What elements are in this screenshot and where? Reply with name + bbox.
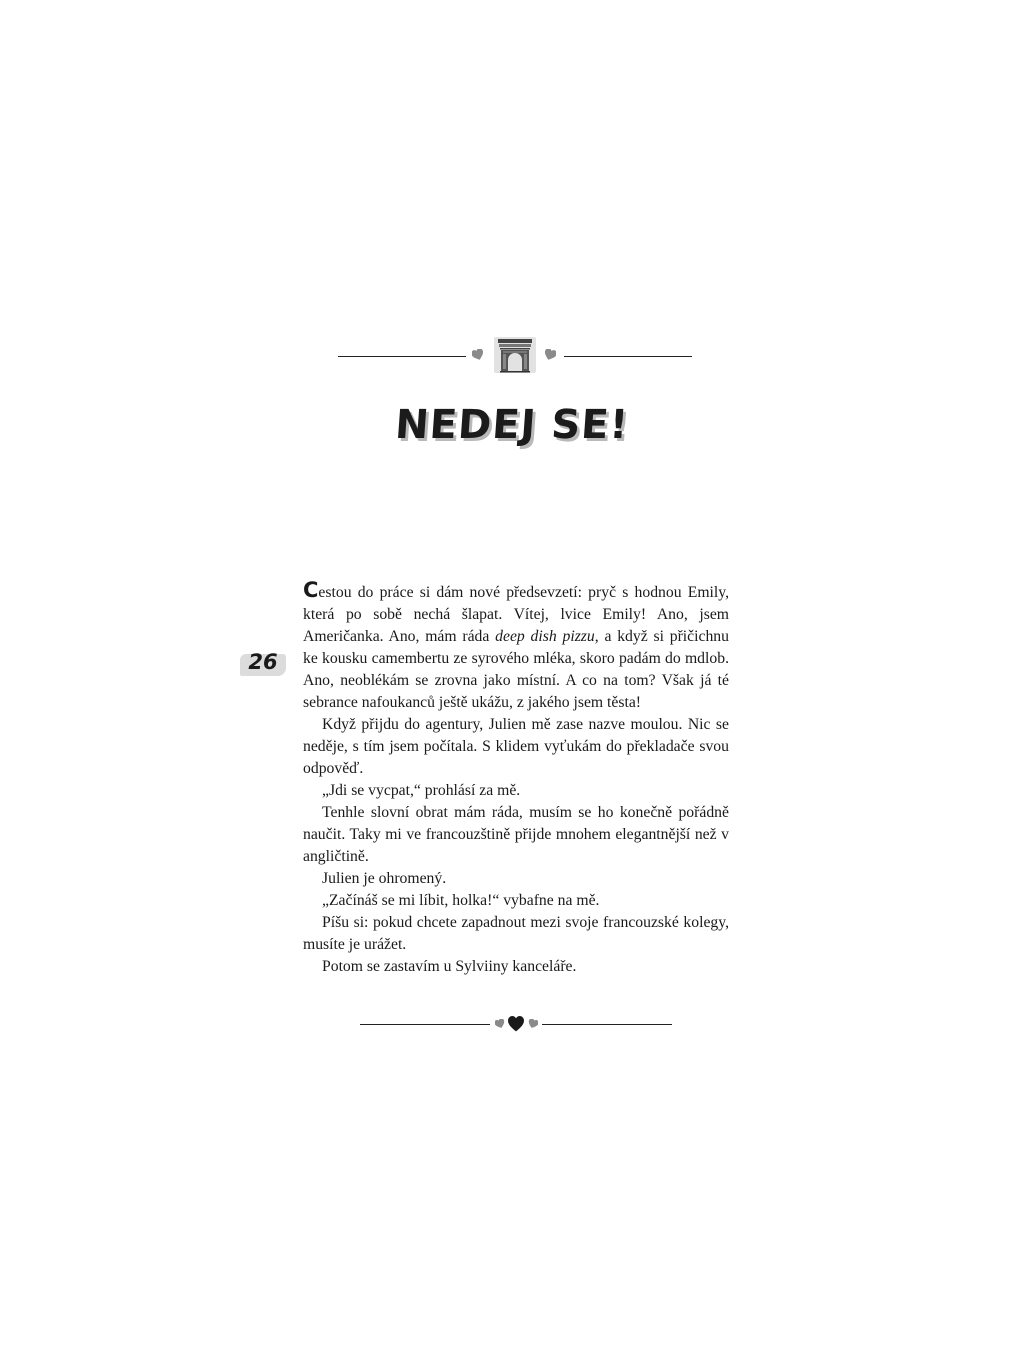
ornament-rule-left <box>360 1024 490 1025</box>
paragraph-1-text-b: , a když si přičichnu ke kousku camembertu ze syrového mléka, skoro padám do mdlob. Ano, neoblékám se zrovna jako místní. A co na tom? Však já té sebrance nafoukanců ještě ukážu, z jakého jsem těsta! <box>303 628 729 711</box>
paragraph-7: Píšu si: pokud chcete zapadnout mezi svoje francouzské kolegy, musíte je urážet. <box>303 914 729 953</box>
paragraph-2: Když přijdu do agentury, Julien mě zase nazve moulou. Nic se neděje, s tím jsem počítala. S klidem vyťukám do překladače svou odpověď. <box>303 716 729 777</box>
ornament-rule-right <box>542 1024 672 1025</box>
arc-de-triomphe-icon <box>492 333 538 375</box>
body-text <box>303 580 729 978</box>
heart-dark-icon <box>508 1016 524 1032</box>
drop-cap: C <box>303 578 319 602</box>
paragraph-6: „Začínáš se mi líbit, holka!“ vybafne na mě. <box>322 892 600 909</box>
paragraph-8: Potom se zastavím u Sylviiny kanceláře. <box>322 958 577 975</box>
heart-icon <box>472 349 484 361</box>
paragraph-1-italic: deep dish pizzu <box>495 628 595 645</box>
page-number-tab <box>240 652 286 678</box>
heart-icon <box>528 1019 538 1029</box>
chapter-title: NEDEJ SE! <box>393 402 631 448</box>
heart-icon <box>495 1019 505 1029</box>
paragraph-4: Tenhle slovní obrat mám ráda, musím se ho konečně pořádně naučit. Taky mi ve francouzštině přijde mnohem elegantnější než v angličtině. <box>303 804 729 865</box>
paragraph-1 <box>303 580 729 714</box>
paragraph-1-text-a: estou do práce si dám nové předsevzetí: pryč s hodnou Emily, která po sobě nechá šlapat. Vítej, lvice Emily! Ano, jsem Američanka. Ano, mám ráda <box>303 584 729 645</box>
bottom-ornament <box>360 1012 672 1038</box>
heart-icon <box>544 349 556 361</box>
ornament-rule-right <box>564 356 692 357</box>
page-number: 26 <box>248 650 278 674</box>
top-ornament <box>338 333 692 377</box>
paragraph-3: „Jdi se vycpat,“ prohlásí za mě. <box>322 782 521 799</box>
ornament-rule-left <box>338 356 466 357</box>
paragraph-5: Julien je ohromený. <box>322 870 447 887</box>
